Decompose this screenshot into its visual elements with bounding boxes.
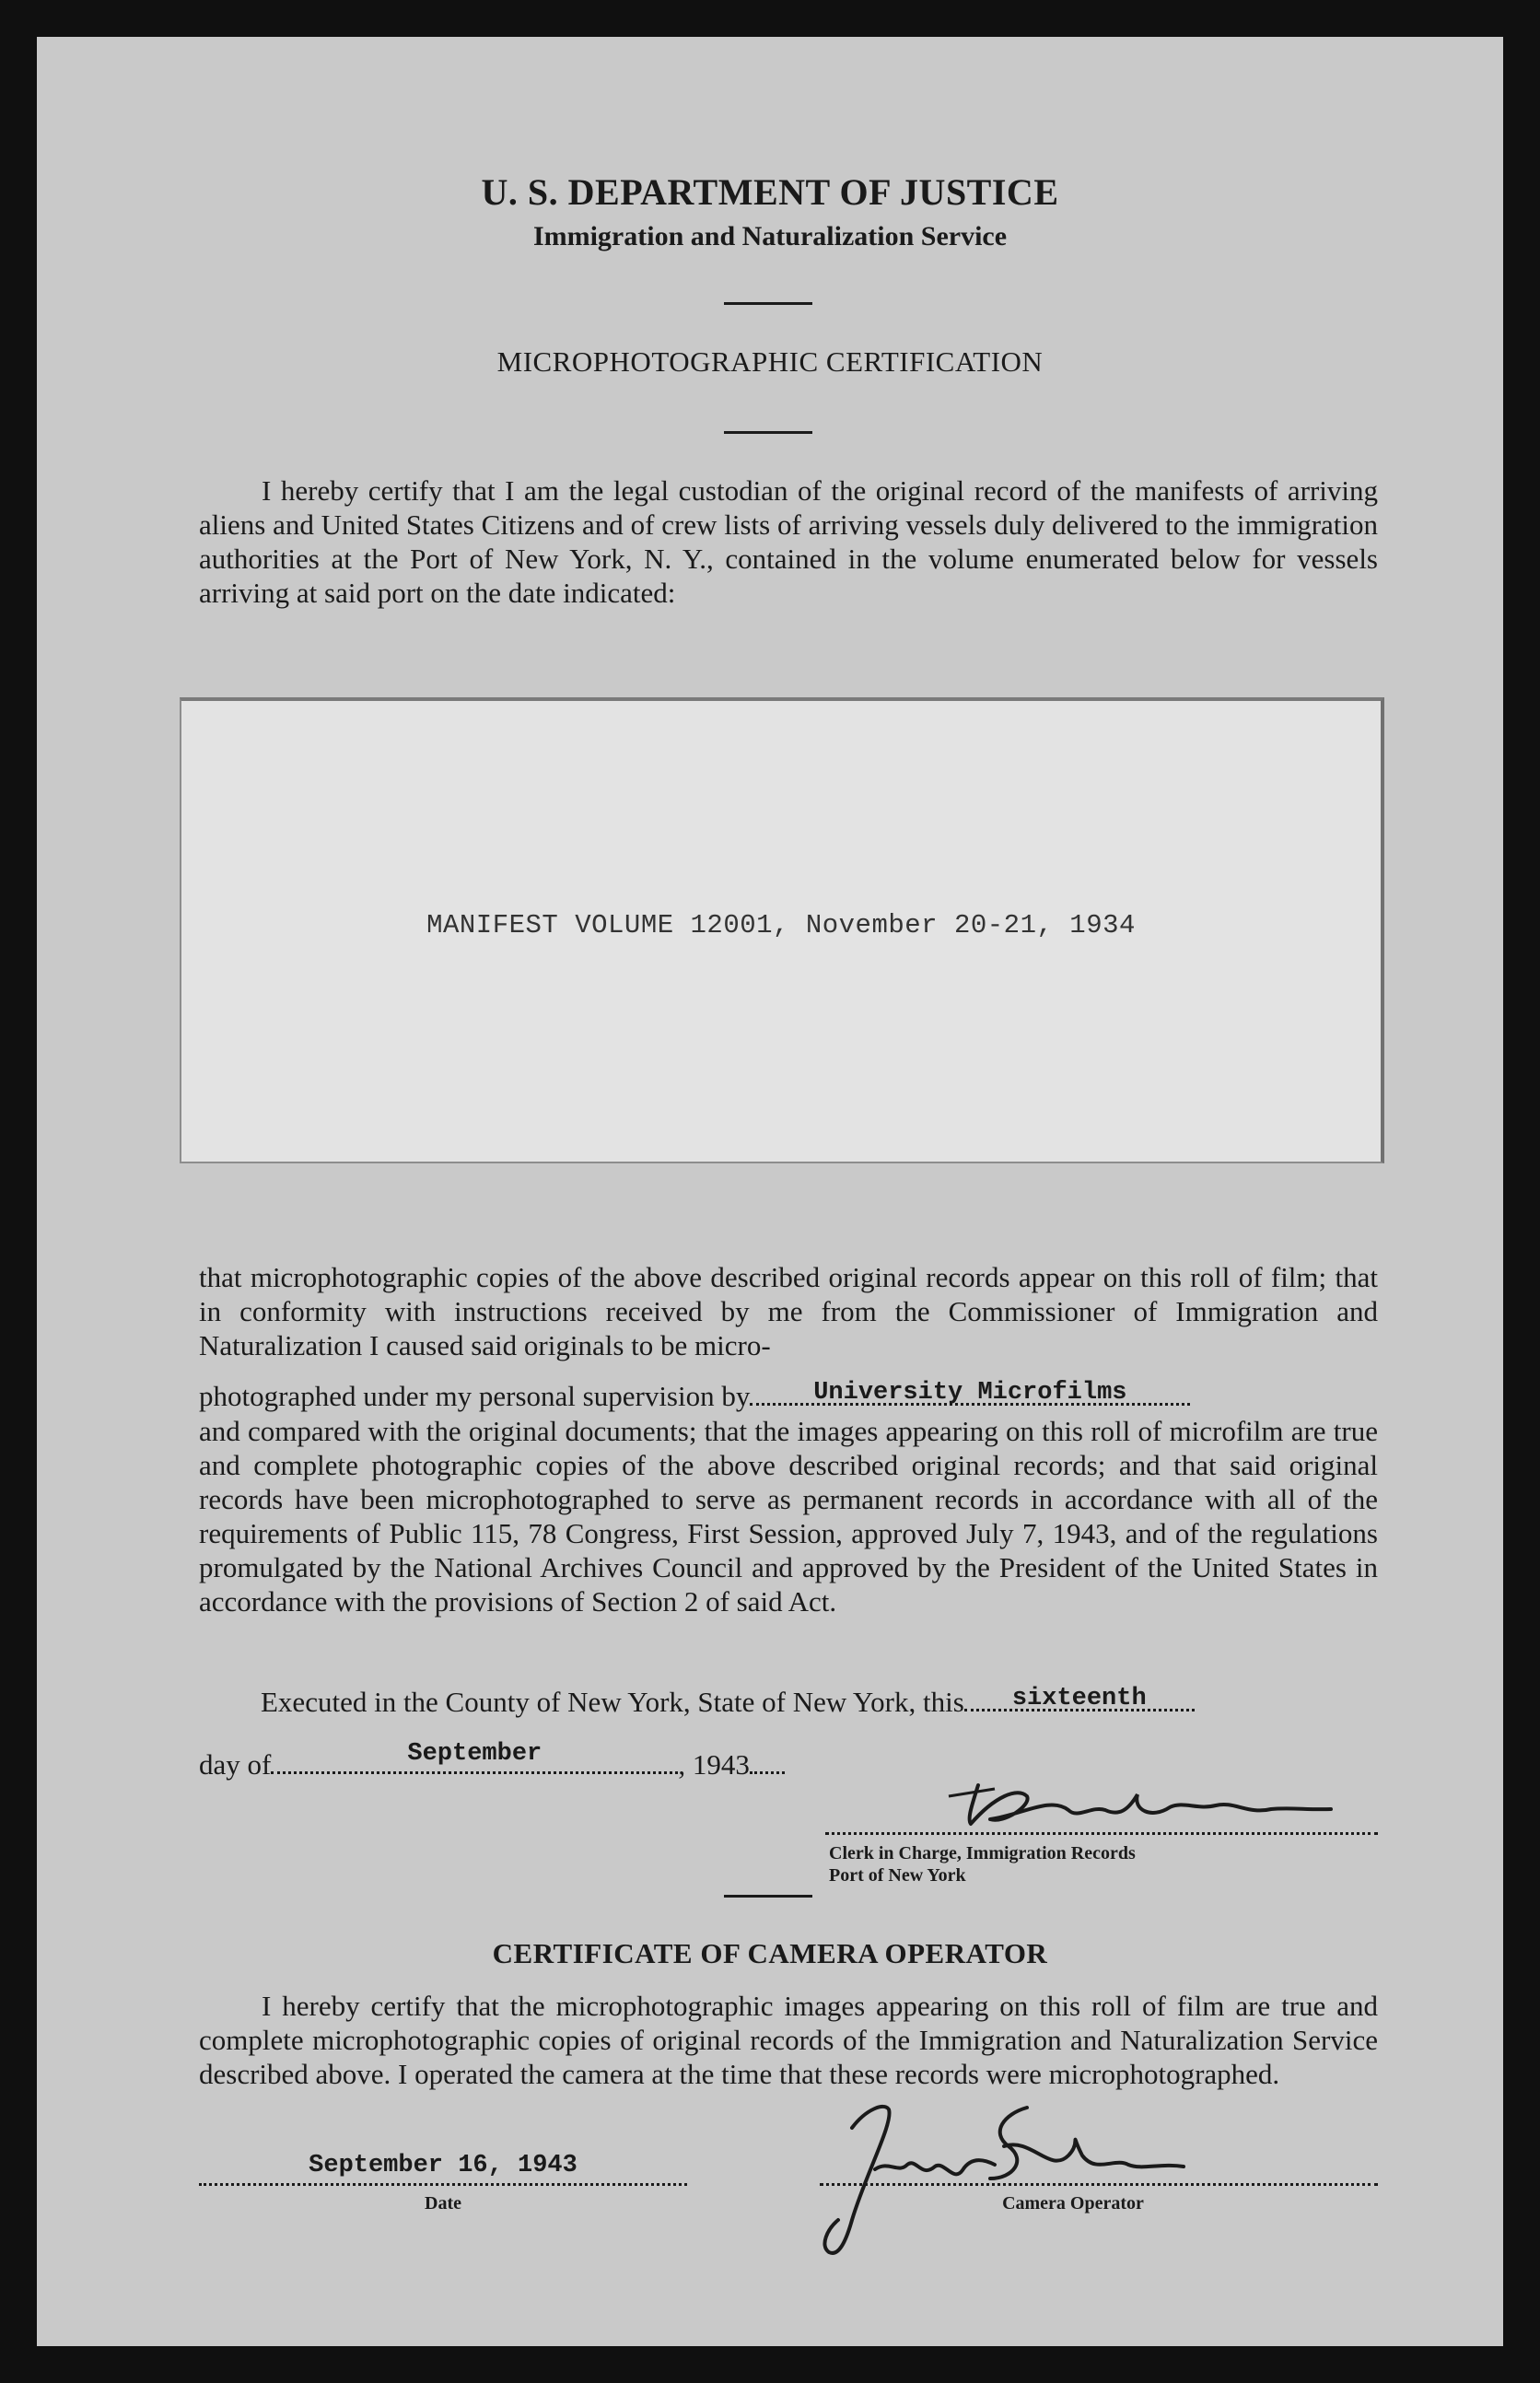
- clerk-signature: [939, 1769, 1354, 1842]
- camera-operator-title: CERTIFICATE OF CAMERA OPERATOR: [492, 1937, 1048, 1969]
- camera-date-value: September 16, 1943: [309, 2152, 578, 2179]
- divider-bottom: [724, 1895, 812, 1898]
- camera-operator-paragraph: [199, 1989, 1378, 2091]
- supervision-prefix: photographed under my personal supervision by: [199, 1380, 751, 1412]
- body-text-part2: and compared with the original documents; that the images appearing on this roll of microfilm are true and complete photographic copies of the above described original records; and that said original records have been microphotographed to serve as permanent records in accordance with all of the requirements of Public 115, 78 Congress, First Session, approved July 7, 1943, and of the regulations promulgated by the National Archives Council and approved by the President of the United States in accordance with the provisions of Section 2 of said Act.: [199, 1415, 1378, 1618]
- camera-operator-label: Camera Operator: [1002, 2193, 1144, 2214]
- year-suffix: 3: [735, 1748, 750, 1781]
- year-prefix: , 194: [678, 1748, 736, 1781]
- intro-paragraph: [199, 473, 1378, 610]
- supervision-line: [199, 1380, 1190, 1413]
- certificate-sheet: [37, 37, 1503, 2346]
- volume-inset-box: [180, 697, 1384, 1163]
- camera-operator-text: I hereby certify that the microphotographic images appearing on this roll of film are true and complete microphotographic copies of original records of the Immigration and Naturalization Service described above. I operated the camera at the time that these records were microphotographed.: [199, 1990, 1378, 2090]
- day-of-label: day of: [199, 1748, 272, 1781]
- execution-line: [261, 1686, 1195, 1719]
- certification-title: MICROPHOTOGRAPHIC CERTIFICATION: [496, 345, 1044, 378]
- month-line: [199, 1740, 785, 1781]
- divider-middle: [724, 431, 812, 434]
- supervisor-name: University Microfilms: [813, 1379, 1127, 1407]
- year-dots: [750, 1751, 785, 1774]
- month-field: [271, 1740, 678, 1774]
- divider-top: [724, 302, 812, 305]
- execution-month: September: [407, 1740, 542, 1768]
- supervisor-field: [750, 1379, 1190, 1407]
- execution-day: sixteenth: [1011, 1685, 1147, 1712]
- operator-signature: [764, 2091, 1207, 2275]
- date-line: [199, 2183, 687, 2186]
- body-text-part1: that microphotographic copies of the above described original records appear on this roll of film; that in conformity with instructions received by me from the Commissioner of Immigration and Naturalization I caused said originals to be micro-: [199, 1261, 1378, 1361]
- clerk-title-line1: Clerk in Charge, Immigration Records: [829, 1843, 1136, 1863]
- intro-text: I hereby certify that I am the legal custodian of the original record of the manifests of arriving aliens and United States Citizens and of crew lists of arriving vessels duly delivered to the immigration authorities at the Port of New York, N. Y., contained in the volume enumerated below for vessels arriving at said port on the date indicated:: [199, 474, 1378, 609]
- clerk-title-line2: Port of New York: [829, 1865, 966, 1886]
- service-subheading: Immigration and Naturalization Service: [532, 221, 1008, 251]
- execution-day-field: [964, 1685, 1195, 1712]
- execution-prefix: Executed in the County of New York, State of New York, this: [261, 1686, 964, 1718]
- volume-label: MANIFEST VOLUME 12001, November 20-21, 1934: [426, 910, 1136, 940]
- body-paragraph-part2: [199, 1414, 1378, 1618]
- department-heading: U. S. DEPARTMENT OF JUSTICE: [481, 171, 1059, 213]
- body-paragraph-part1: [199, 1260, 1378, 1362]
- date-label: Date: [425, 2193, 461, 2214]
